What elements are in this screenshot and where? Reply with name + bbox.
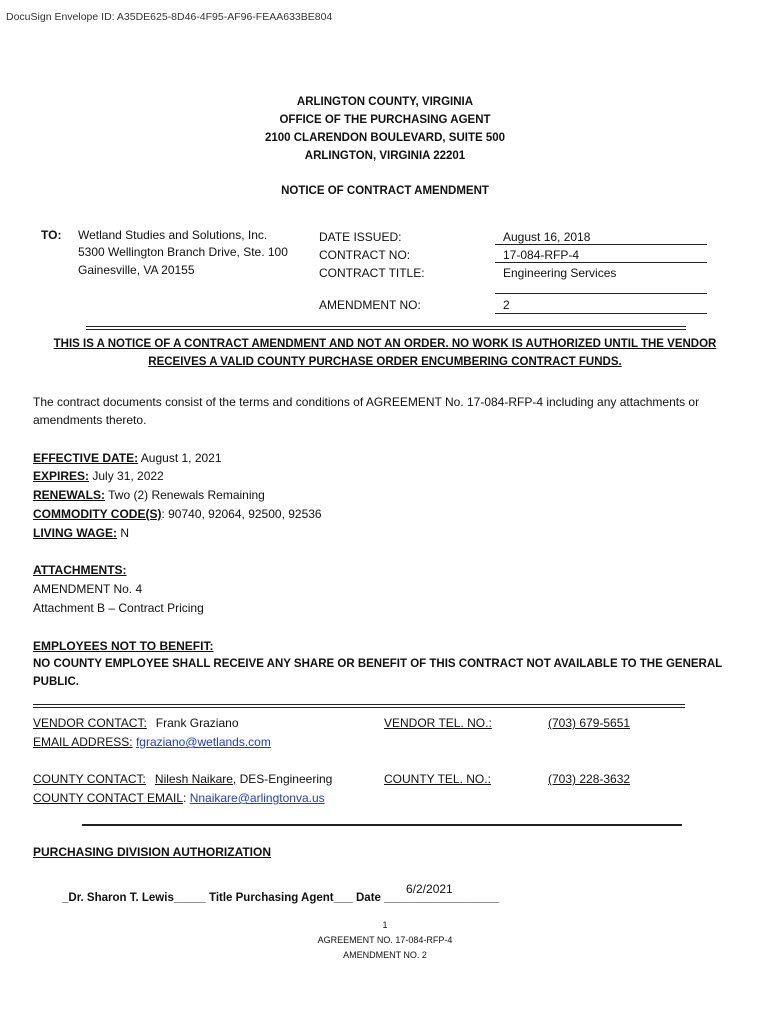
county-tel-label: COUNTY TEL. NO.: <box>384 772 491 786</box>
vendor-email-row <box>33 735 271 749</box>
body-text-line-2: amendments thereto. <box>33 413 147 427</box>
authorization-heading: PURCHASING DIVISION AUTHORIZATION <box>33 845 272 859</box>
county-contact-label: COUNTY CONTACT: <box>33 772 146 786</box>
date-issued-label: DATE ISSUED: <box>319 230 402 244</box>
amendment-no-underline <box>495 313 707 314</box>
vendor-email-link[interactable]: fgraziano@wetlands.com <box>135 735 271 749</box>
expires <box>33 469 164 483</box>
living-wage <box>33 526 129 540</box>
contract-title-label: CONTRACT TITLE: <box>319 266 425 280</box>
authorization-date: 6/2/2021 <box>406 882 453 896</box>
footer-amendment: AMENDMENT NO. 2 <box>343 950 427 960</box>
renewals-label: RENEWALS: <box>33 488 105 502</box>
contacts-divider <box>33 704 685 708</box>
effective-date-label: EFFECTIVE DATE: <box>33 451 139 465</box>
vendor-email-label: EMAIL ADDRESS: <box>33 735 133 749</box>
header-line-1: ARLINGTON COUNTY, VIRGINIA <box>296 96 474 108</box>
expires-label: EXPIRES: <box>33 469 90 483</box>
renewals-value: Two (2) Renewals Remaining <box>105 488 265 502</box>
vendor-city: Gainesville, VA 20155 <box>78 263 195 277</box>
county-email-label: COUNTY CONTACT EMAIL <box>33 791 184 805</box>
county-tel: (703) 228-3632 <box>548 772 631 786</box>
authorization-divider <box>82 824 682 826</box>
notice-line-1: THIS IS A NOTICE OF A CONTRACT AMENDMENT AND NOT AN ORDER. NO WORK IS AUTHORIZED UNTIL THE VENDOR <box>53 338 717 350</box>
expires-value: July 31, 2022 <box>89 469 164 483</box>
notice-line-2: RECEIVES A VALID COUNTY PURCHASE ORDER ENCUMBERING CONTRACT FUNDS. <box>148 356 622 368</box>
contract-no-label: CONTRACT NO: <box>319 248 411 262</box>
living-wage-value: N <box>117 526 129 540</box>
amendment-no-label: AMENDMENT NO: <box>319 298 421 312</box>
commodity-codes-label: COMMODITY CODE(S) <box>33 507 162 521</box>
effective-date-value: August 1, 2021 <box>138 451 222 465</box>
body-text-line-1: The contract documents consist of the terms and conditions of AGREEMENT No. 17-084-RFP-4 including any attachments or <box>33 395 700 409</box>
effective-date <box>33 451 222 465</box>
county-contact <box>33 772 332 786</box>
vendor-tel: (703) 679-5651 <box>548 716 631 730</box>
footer-page-number: 1 <box>382 920 388 930</box>
contract-no-underline <box>495 262 707 263</box>
to-label: TO: <box>41 228 62 242</box>
renewals <box>33 488 265 502</box>
county-contact-name: Nilesh Naikare, <box>154 772 237 786</box>
section-divider <box>86 326 686 330</box>
notice-title: NOTICE OF CONTRACT AMENDMENT <box>281 185 489 197</box>
date-issued-value: August 16, 2018 <box>503 230 591 244</box>
county-contact-dept: DES-Engineering <box>236 772 333 786</box>
vendor-name: Wetland Studies and Solutions, Inc. <box>78 228 268 242</box>
vendor-contact <box>33 716 239 730</box>
footer-agreement: AGREEMENT NO. 17-084-RFP-4 <box>317 935 453 945</box>
amendment-no-value: 2 <box>503 298 510 312</box>
vendor-tel-label: VENDOR TEL. NO.: <box>384 716 492 730</box>
attachment-item-1: AMENDMENT No. 4 <box>33 582 143 596</box>
header-line-3: 2100 CLARENDON BOULEVARD, SUITE 500 <box>264 132 506 144</box>
vendor-contact-label: VENDOR CONTACT: <box>33 716 147 730</box>
employees-line-1: NO COUNTY EMPLOYEE SHALL RECEIVE ANY SHARE OR BENEFIT OF THIS CONTRACT NOT AVAILABLE TO THE GENERAL <box>33 658 723 670</box>
header-line-4: ARLINGTON, VIRGINIA 22201 <box>304 150 466 162</box>
date-issued-underline <box>495 244 707 245</box>
employees-line-2: PUBLIC. <box>33 676 79 688</box>
commodity-codes-value: : 90740, 92064, 92500, 92536 <box>161 507 322 521</box>
signature-line: _Dr. Sharon T. Lewis_____ Title Purchasing Agent___ Date __________________ <box>62 892 500 904</box>
attachment-item-2: Attachment B – Contract Pricing <box>33 601 204 615</box>
header-line-2: OFFICE OF THE PURCHASING AGENT <box>279 114 491 126</box>
envelope-id: DocuSign Envelope ID: A35DE625-8D46-4F95-AF96-FEAA633BE804 <box>6 11 333 23</box>
vendor-contact-name: Frank Graziano <box>155 716 239 730</box>
contract-title-value: Engineering Services <box>503 266 617 280</box>
living-wage-label: LIVING WAGE: <box>33 526 117 540</box>
attachments-label: ATTACHMENTS: <box>33 563 127 577</box>
commodity-codes <box>33 507 322 521</box>
contract-no-value: 17-084-RFP-4 <box>503 248 580 262</box>
county-email-row: COUNTY CONTACT EMAIL: Nnaikare@arlingtonva.us <box>33 791 325 805</box>
contract-title-underline <box>495 293 707 294</box>
employees-heading: EMPLOYEES NOT TO BENEFIT: <box>33 639 214 653</box>
county-email-link[interactable]: Nnaikare@arlingtonva.us <box>189 791 325 805</box>
vendor-address: 5300 Wellington Branch Drive, Ste. 100 <box>78 245 288 259</box>
